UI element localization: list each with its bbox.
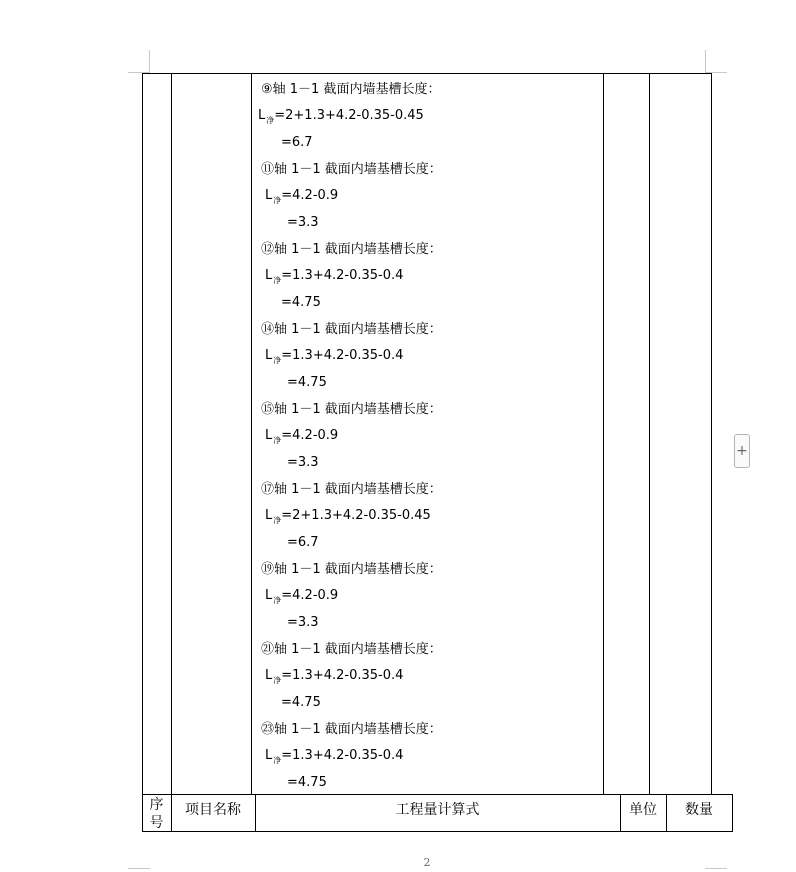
page-corner-mark <box>705 868 727 869</box>
calc-formula: $L_净=2+1.3+4.2-0.35-0.45$ <box>258 108 424 125</box>
calc-formula: $L_净=1.3+4.2-0.35-0.4$ <box>265 668 404 685</box>
calc-result: =3.3 <box>287 455 319 470</box>
page-corner-mark <box>705 50 706 72</box>
header-quantity: 数量 <box>685 802 713 818</box>
calc-heading: ⑫轴 1－1 截面内墙基槽长度： <box>261 242 442 257</box>
calc-result: =3.3 <box>287 615 319 630</box>
calc-formula: $L_净=4.2-0.9$ <box>265 428 339 445</box>
calc-result: =4.75 <box>281 295 321 310</box>
page-number: 2 <box>423 856 431 869</box>
calc-formula: $L_净=1.3+4.2-0.35-0.4$ <box>265 348 404 365</box>
header-formula: 工程量计算式 <box>395 802 480 818</box>
calc-formula: $L_净=4.2-0.9$ <box>265 588 339 605</box>
plus-icon: + <box>736 443 748 459</box>
calc-result: =6.7 <box>287 535 319 550</box>
calc-result: =3.3 <box>287 215 319 230</box>
calc-formula: $L_净=2+1.3+4.2-0.35-0.45$ <box>265 508 431 525</box>
calc-formula: $L_净=4.2-0.9$ <box>265 188 339 205</box>
calc-heading: ⑲轴 1－1 截面内墙基槽长度： <box>261 562 442 577</box>
header-unit: 单位 <box>629 802 657 818</box>
calc-result: =4.75 <box>281 695 321 710</box>
page-corner-mark <box>128 868 150 869</box>
calc-result: =6.7 <box>281 135 313 150</box>
header-item-name: 项目名称 <box>185 802 241 818</box>
calc-result: =4.75 <box>287 375 327 390</box>
calc-heading: ㉑轴 1－1 截面内墙基槽长度： <box>261 642 442 657</box>
calc-formula: $L_净=1.3+4.2-0.35-0.4$ <box>265 748 404 765</box>
calc-heading: ⑪轴 1－1 截面内墙基槽长度： <box>261 162 442 177</box>
calc-heading: ⑭轴 1－1 截面内墙基槽长度： <box>261 322 442 337</box>
page-corner-mark <box>149 50 150 72</box>
calc-result: =4.75 <box>287 775 327 790</box>
expand-plus-button[interactable] <box>734 434 750 468</box>
calc-heading: ㉓轴 1－1 截面内墙基槽长度： <box>261 722 442 737</box>
calc-formula: $L_净=1.3+4.2-0.35-0.4$ <box>265 268 404 285</box>
calc-heading: ⑨轴 1－1 截面内墙基槽长度： <box>261 82 441 97</box>
calc-heading: ⑰轴 1－1 截面内墙基槽长度： <box>261 482 442 497</box>
header-seq-top: 序 <box>149 797 164 813</box>
calc-heading: ⑮轴 1－1 截面内墙基槽长度： <box>261 402 442 417</box>
header-seq-bottom: 号 <box>149 815 164 831</box>
